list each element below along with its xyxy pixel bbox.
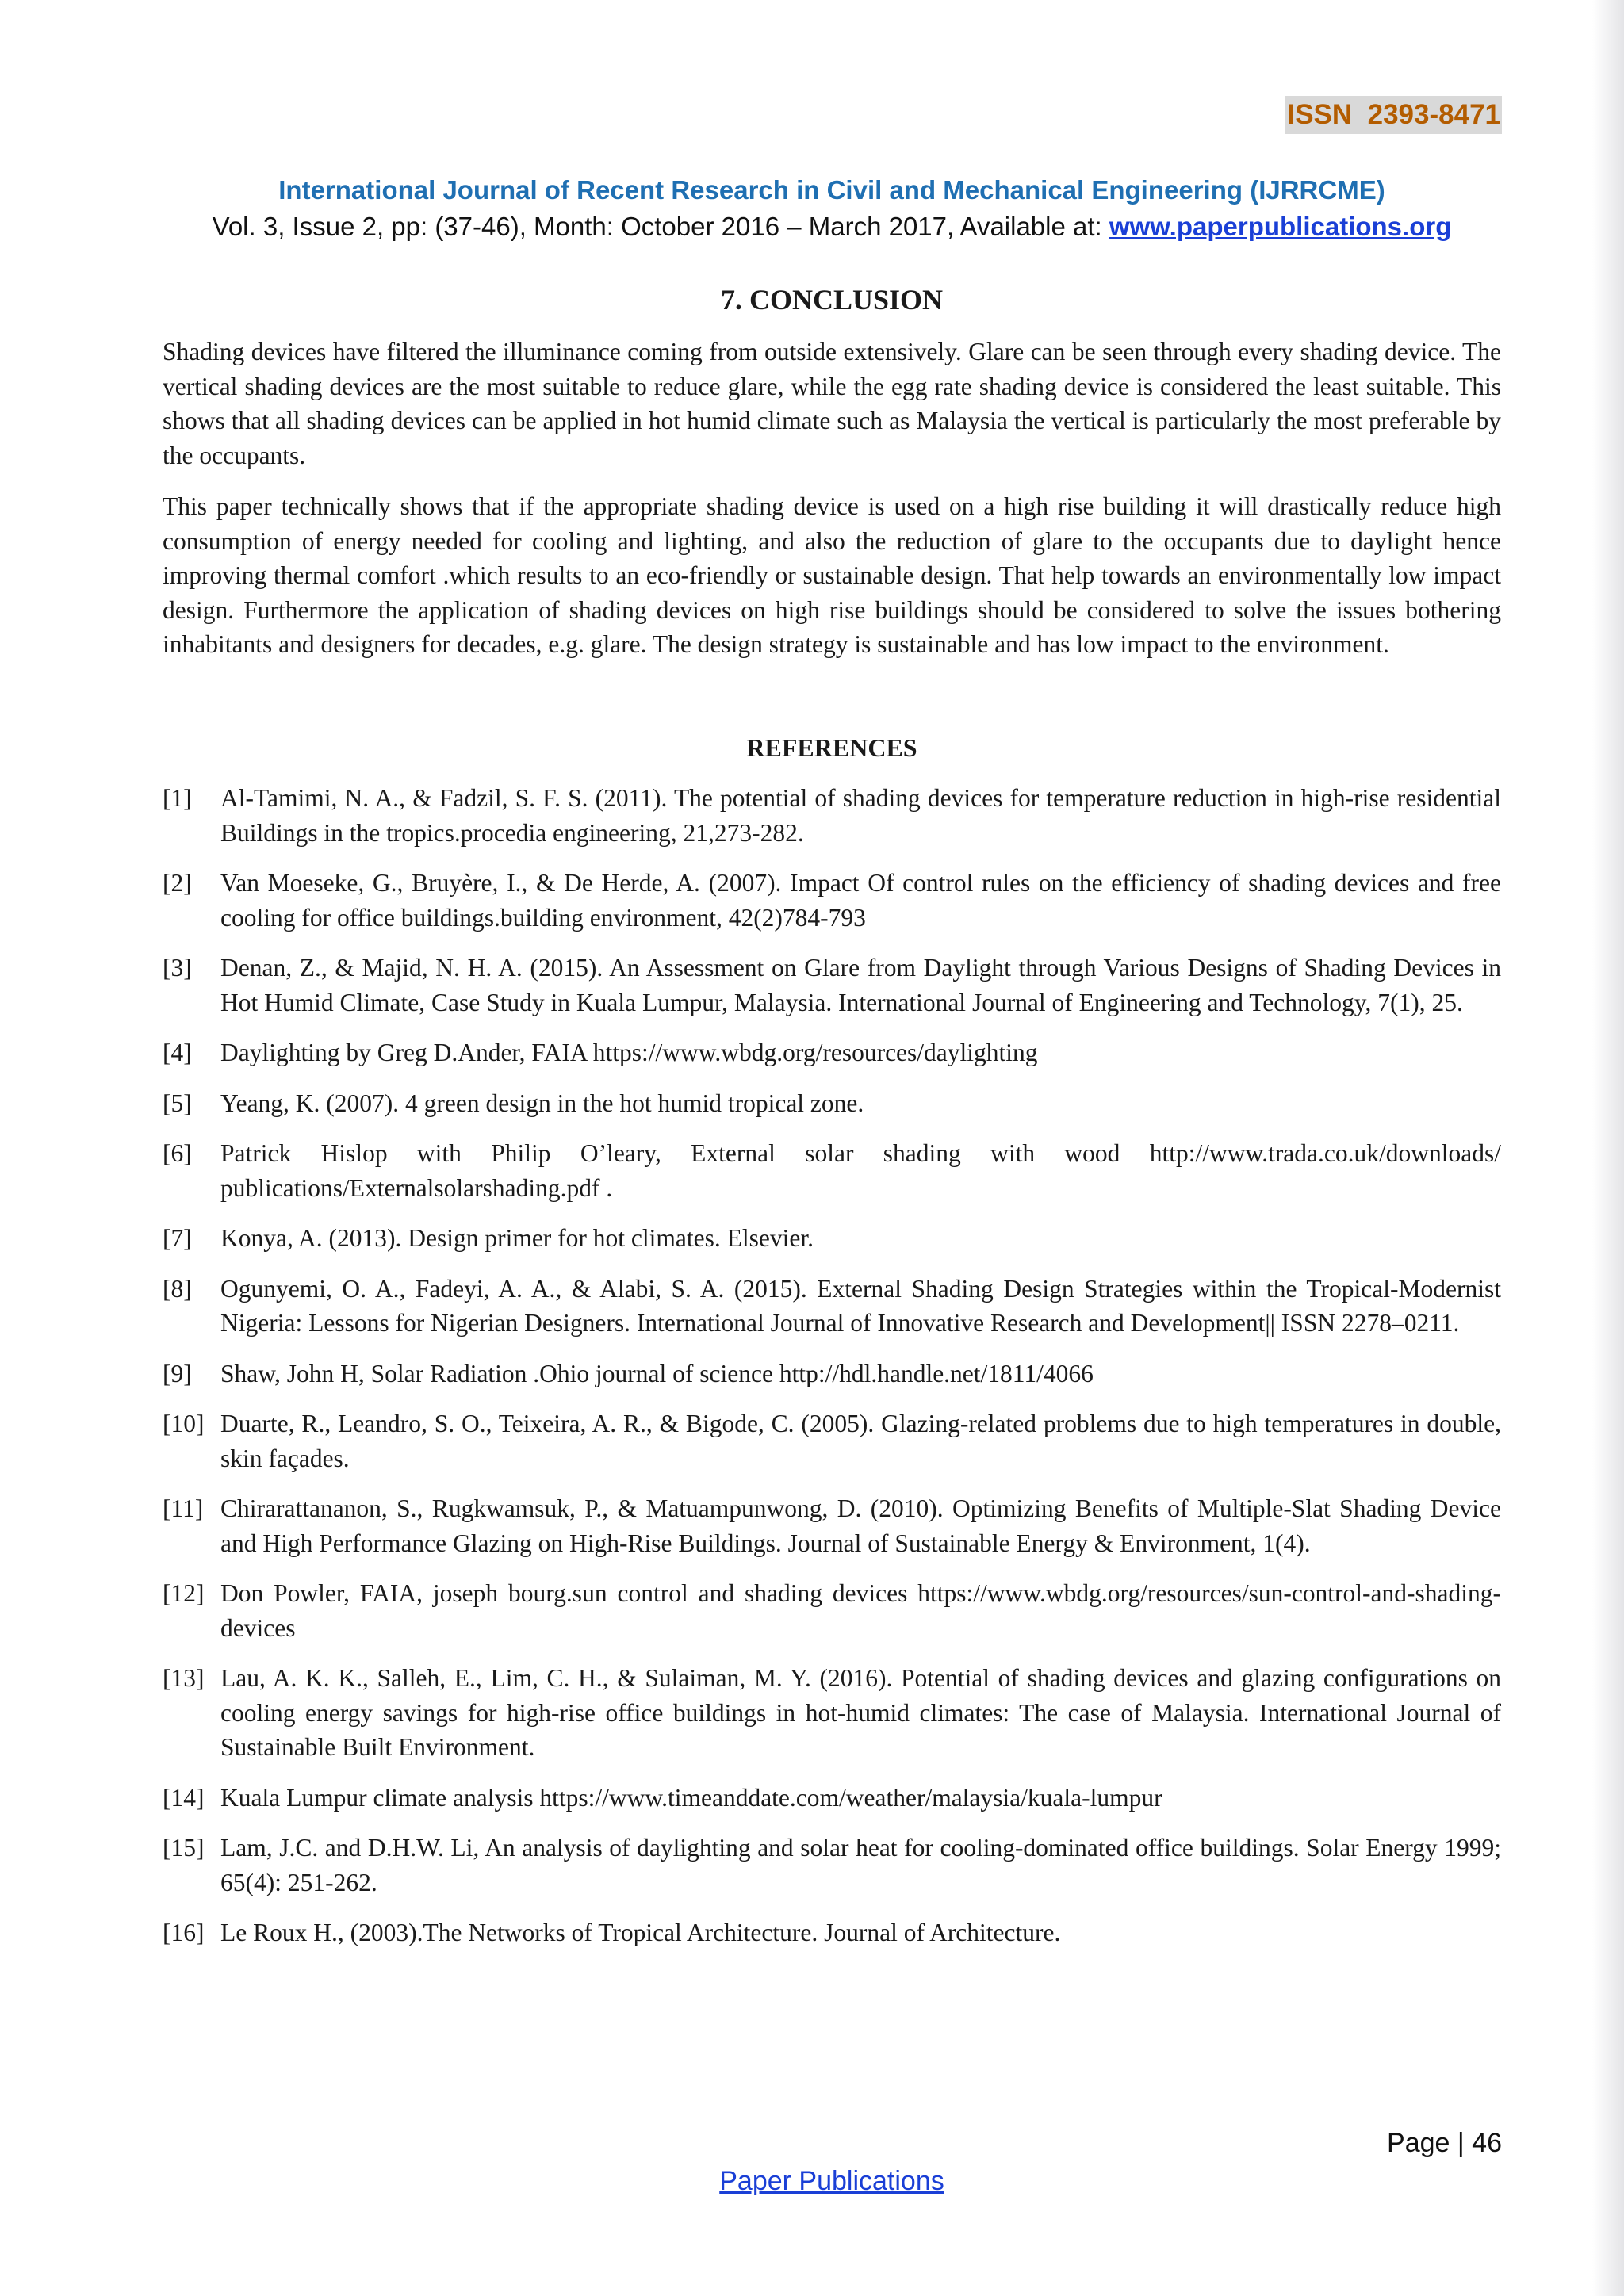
reference-number: [6] (163, 1139, 192, 1167)
reference-text: Patrick Hislop with Philip O’leary, External solar shading with wood http://www.trada.co.uk/downloads/ publications/Externalsolarshading.pdf . (220, 1139, 1501, 1202)
reference-text: Duarte, R., Leandro, S. O., Teixeira, A. R., & Bigode, C. (2005). Glazing-related problems due to high temperatures in double, skin façades. (220, 1410, 1501, 1472)
reference-text: Al-Tamimi, N. A., & Fadzil, S. F. S. (2011). The potential of shading devices for temperature reduction in high-rise residential Buildings in the tropics.procedia engineering, 21,273-282. (220, 784, 1501, 847)
publisher-link[interactable]: Paper Publications (719, 2166, 944, 2196)
reference-number: [5] (163, 1089, 192, 1117)
reference-number: [13] (163, 1664, 205, 1692)
reference-number: [12] (163, 1579, 205, 1607)
reference-item (163, 1831, 1501, 1900)
reference-text: Ogunyemi, O. A., Fadeyi, A. A., & Alabi, S. A. (2015). External Shading Design Strategies within the Tropical-Modernist Nigeria: Lessons for Nigerian Designers. International Journal of Innovative Research and Development|| ISSN 2278–0211. (220, 1274, 1501, 1337)
page-number: Page | 46 (1387, 2128, 1502, 2158)
reference-text: Yeang, K. (2007). 4 green design in the hot humid tropical zone. (220, 1089, 864, 1117)
reference-number: [15] (163, 1834, 205, 1862)
reference-text: Van Moeseke, G., Bruyère, I., & De Herde, A. (2007). Impact Of control rules on the efficiency of shading devices and free cooling for office buildings.building environment, 42(2)784-793 (220, 869, 1501, 932)
page-edge-shadow (1592, 0, 1624, 2296)
reference-number: [4] (163, 1039, 192, 1066)
reference-number: [7] (163, 1224, 192, 1252)
reference-item (163, 1086, 1501, 1121)
reference-number: [10] (163, 1410, 205, 1437)
reference-text: Lau, A. K. K., Salleh, E., Lim, C. H., & Sulaiman, M. Y. (2016). Potential of shading devices and glazing configurations on cooling energy savings for high-rise office buildings in hot-humid climates: The case of Malaysia. International Journal of Sustainable Built Environment. (220, 1664, 1501, 1761)
reference-item (163, 1406, 1501, 1475)
reference-list (163, 781, 1501, 1966)
reference-text: Don Powler, FAIA, joseph bourg.sun control and shading devices https://www.wbdg.org/resources/sun-control-and-shading-devices (220, 1579, 1501, 1642)
reference-item (163, 1272, 1501, 1341)
reference-number: [2] (163, 869, 192, 897)
reference-number: [1] (163, 784, 192, 812)
reference-item (163, 1915, 1501, 1950)
reference-item (163, 866, 1501, 935)
conclusion-paragraph-1: Shading devices have filtered the illuminance coming from outside extensively. Glare can be seen through every shading device. The vertical shading devices are the most suitable to reduce glare, while the egg rate shading device is considered the least suitable. This shows that all shading devices can be applied in hot humid climate such as Malaysia the vertical is particularly the most preferable by the occupants. (163, 338, 1501, 469)
journal-title: International Journal of Recent Research in Civil and Mechanical Engineering (IJRRCME) (278, 175, 1385, 205)
reference-item (163, 1035, 1501, 1070)
issn-badge: ISSN 2393-8471 (1285, 96, 1502, 134)
volume-info (0, 209, 1624, 244)
conclusion-paragraph-2: This paper technically shows that if the appropriate shading device is used on a high rise building it will drastically reduce high consumption of energy needed for cooling and lighting, and also the reduction of glare to the occupants due to daylight hence improving thermal comfort .which results to an eco-friendly or sustainable design. That help towards an environmentally low impact design. Furthermore the application of shading devices on high rise buildings should be considered to solve the issues bothering inhabitants and designers for decades, e.g. glare. The design strategy is sustainable and has low impact to the environment. (163, 492, 1501, 658)
volume-text: Vol. 3, Issue 2, pp: (37-46), Month: October 2016 – March 2017, Available at: (212, 212, 1109, 241)
website-link[interactable]: www.paperpublications.org (1109, 212, 1452, 241)
reference-item (163, 1576, 1501, 1645)
reference-number: [9] (163, 1359, 192, 1387)
reference-item (163, 781, 1501, 850)
reference-text: Kuala Lumpur climate analysis https://www.timeanddate.com/weather/malaysia/kuala-lumpur (220, 1783, 1162, 1812)
reference-text: Daylighting by Greg D.Ander, FAIA https://www.wbdg.org/resources/daylighting (220, 1039, 1038, 1066)
reference-number: [16] (163, 1919, 205, 1946)
reference-item (163, 1357, 1501, 1391)
section-heading: 7. CONCLUSION (720, 284, 944, 316)
reference-item (163, 1136, 1501, 1205)
reference-text: Chirarattananon, S., Rugkwamsuk, P., & Matuampunwong, D. (2010). Optimizing Benefits of Multiple-Slat Shading Device and High Performance Glazing on High-Rise Buildings. Journal of Sustainable Energy & Environment, 1(4). (220, 1494, 1501, 1557)
reference-item (163, 951, 1501, 1020)
reference-item (163, 1781, 1501, 1816)
reference-text: Konya, A. (2013). Design primer for hot climates. Elsevier. (220, 1224, 814, 1252)
reference-item (163, 1221, 1501, 1256)
reference-item (163, 1491, 1501, 1560)
references-heading: REFERENCES (746, 733, 917, 762)
reference-item (163, 1661, 1501, 1765)
reference-number: [14] (163, 1783, 205, 1812)
reference-number: [11] (163, 1494, 204, 1522)
reference-text: Lam, J.C. and D.H.W. Li, An analysis of daylighting and solar heat for cooling-dominated office buildings. Solar Energy 1999; 65(4): 251-262. (220, 1834, 1501, 1896)
reference-number: [8] (163, 1274, 192, 1303)
reference-number: [3] (163, 954, 192, 982)
reference-text: Denan, Z., & Majid, N. H. A. (2015). An Assessment on Glare from Daylight through Various Designs of Shading Devices in Hot Humid Climate, Case Study in Kuala Lumpur, Malaysia. International Journal of Engineering and Technology, 7(1), 25. (220, 954, 1501, 1016)
reference-text: Shaw, John H, Solar Radiation .Ohio journal of science http://hdl.handle.net/1811/4066 (220, 1359, 1094, 1387)
reference-text: Le Roux H., (2003).The Networks of Tropical Architecture. Journal of Architecture. (220, 1919, 1061, 1946)
